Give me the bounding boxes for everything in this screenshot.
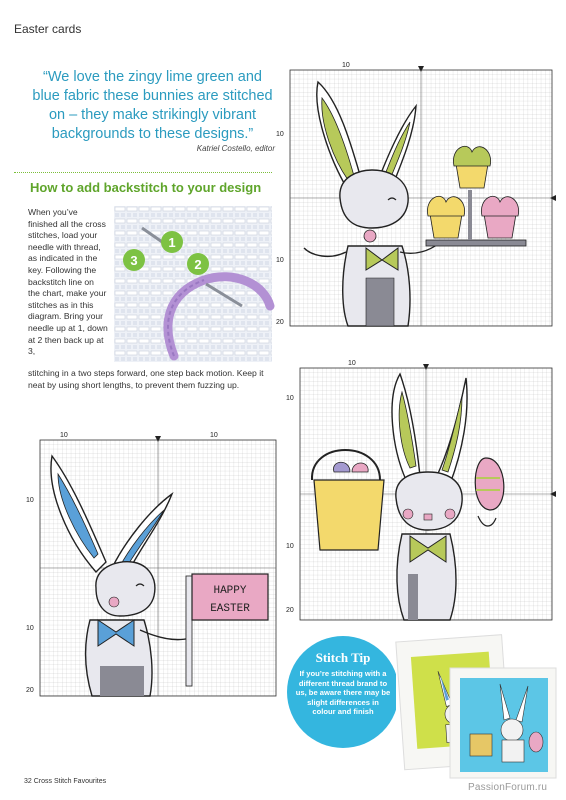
chart1-y-label-1: 10 — [276, 131, 284, 138]
backstitch-diagram — [114, 206, 272, 362]
chart3-x-label-1: 10 — [60, 432, 68, 439]
chart2-x-label: 10 — [348, 360, 356, 367]
chart-bunny-cupcakes — [276, 62, 552, 326]
step-1-label: 1 — [168, 235, 176, 250]
section-label: Easter cards — [14, 22, 82, 36]
step-2-label: 2 — [194, 257, 202, 272]
how-to-body-wide: stitching in a two steps forward, one step back motion. Keep it neat by using short lengths, to prevent them fuzzing up. — [28, 368, 264, 390]
chart2-y-label-2: 10 — [286, 543, 294, 550]
chart1-x-label: 10 — [342, 62, 350, 69]
footer-page-label: 32 Cross Stitch Favourites — [24, 778, 107, 785]
chart3-y-label-1: 10 — [26, 497, 34, 504]
chart2-y-label-1: 10 — [286, 395, 294, 402]
watermark-site: PassionForum.ru — [468, 782, 548, 793]
pull-quote: “We love the zingy lime green and blue fabric these bunnies are stitched on – they make strikingly vibrant backgrounds to these designs.” — [32, 69, 273, 142]
step-3-label: 3 — [130, 253, 138, 268]
dotted-divider — [14, 172, 272, 173]
chart3-y-label-2: 10 — [26, 625, 34, 632]
stitch-tip-text: If you’re stitching with a different thread brand to us, be aware there may be slight differences in colour and finish — [295, 669, 391, 716]
chart2-y-label-3: 20 — [286, 607, 294, 614]
sign-text-line-1: HAPPY — [213, 585, 247, 597]
sign-text-line-2: EASTER — [210, 603, 250, 615]
how-to-heading: How to add backstitch to your design — [30, 180, 262, 195]
chart3-x-label-2: 10 — [210, 432, 218, 439]
how-to-body-narrow: When you’ve finished all the cross stitches, load your needle with thread, as indicated in the key. Following the backstitch line on the chart, make your stitches as in this diagram. Bring your needle up at 1, down at 2 then back up at 3, — [28, 207, 108, 357]
chart1-y-label-2: 10 — [276, 257, 284, 264]
stitch-tip-title: Stitch Tip — [315, 650, 371, 665]
quote-attribution: Katriel Costello, editor — [196, 144, 275, 153]
finished-cards-photo — [396, 630, 558, 780]
chart3-y-label-3: 20 — [26, 687, 34, 694]
chart-bunny-basket-egg — [286, 360, 552, 620]
chart1-y-label-3: 20 — [276, 319, 284, 326]
chart-bunny-happy-easter — [26, 432, 276, 696]
